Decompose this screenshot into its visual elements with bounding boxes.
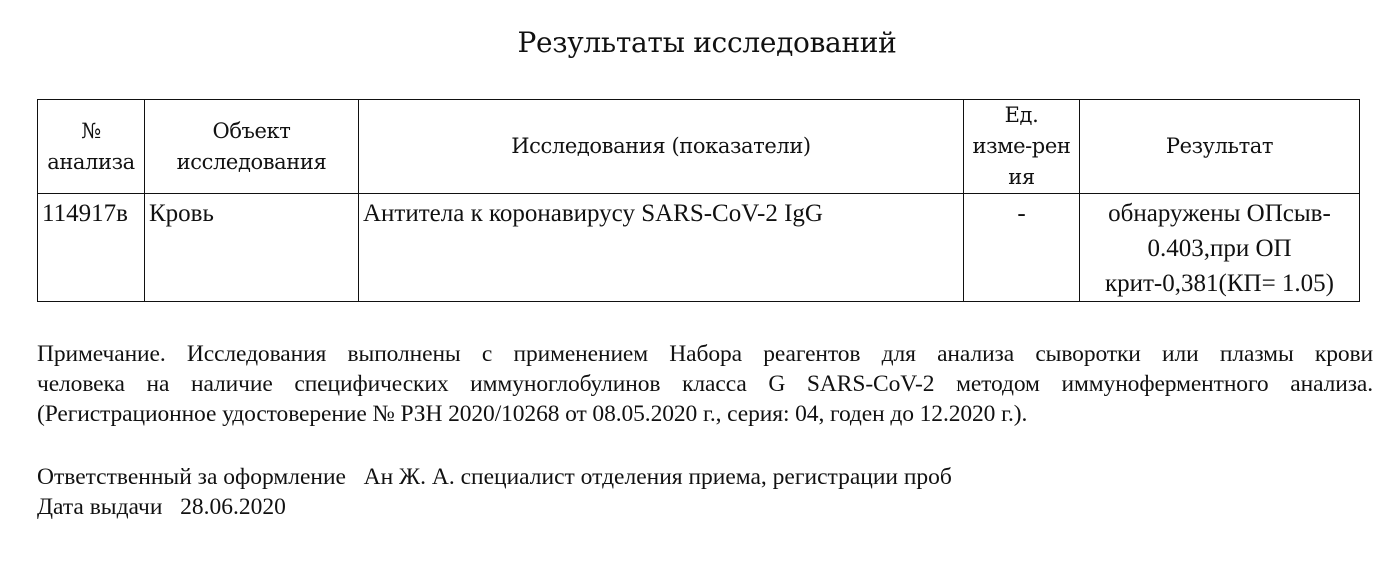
page-title: Результаты исследований	[517, 26, 897, 59]
header-result-label: Результат	[1165, 134, 1274, 158]
cell-research-object: Кровь	[145, 194, 359, 302]
note-paragraph	[37, 339, 1373, 429]
responsible-label: Ответственный за оформление	[37, 464, 346, 490]
header-research-object-line1: Объект	[212, 118, 291, 143]
results-table	[37, 99, 1360, 302]
issue-date-row	[37, 492, 952, 522]
cell-analysis-number: 114917в	[38, 194, 145, 302]
header-unit-line1: Ед.	[1004, 103, 1039, 127]
header-unit-line2: изме-рен	[972, 134, 1071, 158]
header-analysis-number	[38, 100, 145, 194]
header-research-object	[145, 100, 359, 194]
header-research-object-line2: исследования	[176, 149, 327, 174]
header-result	[1080, 100, 1360, 194]
responsible-row	[37, 462, 952, 492]
note-line-2: человека на наличие специфических иммуноглобулинов класса G SARS-CoV-2 методом иммуноферментного анализа.	[37, 371, 1373, 397]
header-analysis-number-line2: анализа	[47, 149, 135, 174]
table-row	[38, 194, 1360, 302]
responsible-value: Ан Ж. А. специалист отделения приема, регистрации проб	[363, 464, 952, 490]
header-analysis-number-line1: №	[81, 118, 101, 143]
cell-result	[1080, 194, 1360, 302]
header-tests	[359, 100, 964, 194]
header-tests-label: Исследования (показатели)	[511, 134, 811, 158]
header-unit	[964, 100, 1080, 194]
cell-test-name: Антитела к коронавирусу SARS-CoV-2 IgG	[359, 194, 964, 302]
table-header-row	[38, 100, 1360, 194]
cell-unit: -	[964, 194, 1080, 302]
cell-result-line2: 0.403,при ОП	[1147, 235, 1292, 262]
issue-date-value: 28.06.2020	[180, 494, 286, 520]
cell-result-line1: обнаружены ОПсыв-	[1108, 200, 1331, 227]
note-line-1: Примечание. Исследования выполнены с применением Набора реагентов для анализа сыворотки или плазмы крови	[37, 341, 1373, 367]
note-line-3: (Регистрационное удостоверение № РЗН 2020/10268 от 08.05.2020 г., серия: 04, годен до 12.2020 г.).	[37, 401, 1028, 427]
issue-date-label: Дата выдачи	[37, 494, 163, 520]
footer-block	[37, 462, 952, 522]
cell-result-line3: крит-0,381(КП= 1.05)	[1104, 270, 1334, 297]
header-unit-line3: ия	[1008, 165, 1035, 189]
